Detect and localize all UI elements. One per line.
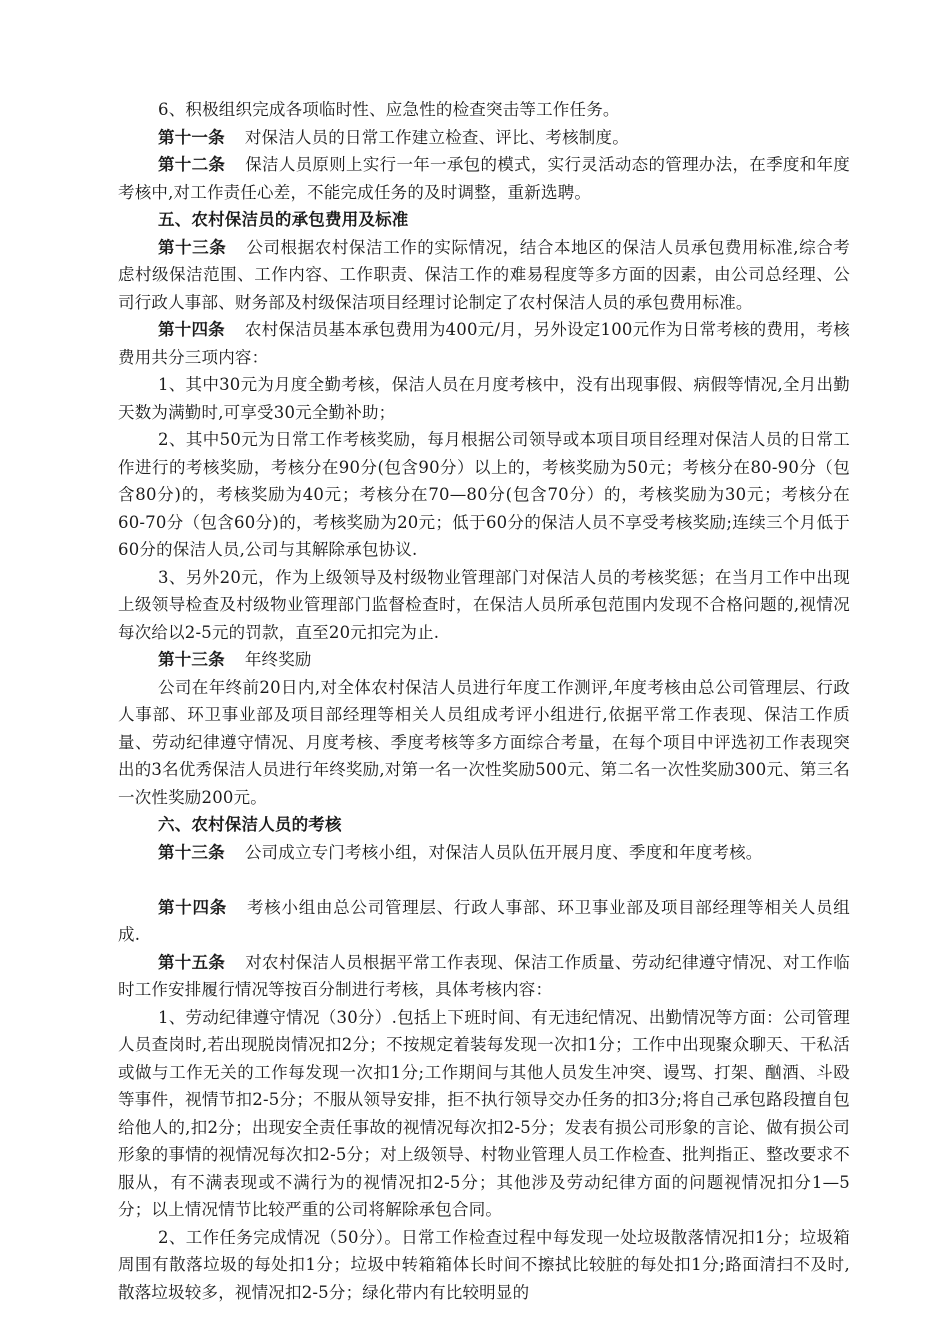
paragraph xyxy=(118,646,850,674)
article-label: 第十五条 xyxy=(158,952,226,972)
paragraph xyxy=(118,316,850,371)
paragraph-spacer xyxy=(118,866,850,894)
paragraph-text: 1、劳动纪律遵守情况（30分）.包括上下班时间、有无违纪情况、出勤情况等方面：公司管理人员查岗时,若出现脱岗情况扣2分；不按规定着装每发现一次扣1分；工作中出现聚众聊天、干私活或做与工作无关的工作每发现一次扣1分;工作期间与其他人员发生冲突、谩骂、打架、酗酒、斗殴等事件，视情节扣2-5分；不服从领导安排，拒不执行领导交办任务的扣3分;将自己承包路段擅自包给他人的,扣2分；出现安全责任事故的视情况每次扣2-5分；发表有损公司形象的言论、做有损公司形象的事情的视情况每次扣2-5分；对上级领导、村物业管理人员工作检查、批判指正、整改要求不服从，有不满表现或不满行为的视情况扣2-5分；其他涉及劳动纪律方面的问题视情况扣分1—5分；以上情况情节比较严重的公司将解除承包合同。 xyxy=(118,1007,850,1219)
paragraph xyxy=(118,151,850,206)
paragraph xyxy=(118,839,850,867)
paragraph xyxy=(118,1224,850,1307)
article-label: 第十一条 xyxy=(158,127,225,147)
section-heading xyxy=(118,811,850,839)
paragraph xyxy=(118,674,850,812)
paragraph xyxy=(118,96,850,124)
paragraph xyxy=(118,1004,850,1224)
paragraph xyxy=(118,894,850,949)
paragraph-text: 公司根据农村保洁工作的实际情况，结合本地区的保洁人员承包费用标准,综合考虑村级保洁范围、工作内容、工作职责、保洁工作的难易程度等多方面的因素，由公司总经理、公司行政人事部、财务部及村级保洁项目经理讨论制定了农村保洁人员的承包费用标准。 xyxy=(118,237,850,312)
paragraph-text: 公司在年终前20日内,对全体农村保洁人员进行年度工作测评,年度考核由总公司管理层、行政人事部、环卫事业部及项目部经理等相关人员组成考评小组进行,依据平常工作表现、保洁工作质量、劳动纪律遵守情况、月度考核、季度考核等多方面综合考量，在每个项目中评选初工作表现突出的3名优秀保洁人员进行年终奖励,对第一名一次性奖励500元、第二名一次性奖励300元、第三名一次性奖励200元。 xyxy=(118,677,850,807)
paragraph xyxy=(118,124,850,152)
paragraph-text: 农村保洁员基本承包费用为400元/月，另外设定100元作为日常考核的费用，考核费用共分三项内容： xyxy=(118,320,850,367)
document-body xyxy=(118,96,850,1306)
paragraph xyxy=(118,426,850,564)
paragraph-text: 对保洁人员的日常工作建立检查、评比、考核制度。 xyxy=(244,127,629,147)
paragraph-text: 2、工作任务完成情况（50分）。日常工作检查过程中每发现一处垃圾散落情况扣1分；垃圾箱周围有散落垃圾的每处扣1分；垃圾中转箱箱体长时间不擦拭比较脏的每处扣1分;路面清扫不及时,散落垃圾较多，视情况扣2-5分；绿化带内有比较明显的 xyxy=(118,1227,850,1302)
paragraph-text: 6、积极组织完成各项临时性、应急性的检查突击等工作任务。 xyxy=(158,100,620,119)
paragraph-text: 考核小组由总公司管理层、行政人事部、环卫事业部及项目部经理等相关人员组成. xyxy=(118,897,850,944)
paragraph xyxy=(118,371,850,426)
paragraph xyxy=(118,949,850,1004)
paragraph-text: 公司成立专门考核小组，对保洁人员队伍开展月度、季度和年度考核。 xyxy=(244,842,763,862)
paragraph-text: 年终奖励 xyxy=(244,650,312,669)
paragraph-text: 3、另外20元，作为上级领导及村级物业管理部门对保洁人员的考核奖惩；在当月工作中出现上级领导检查及村级物业管理部门监督检查时，在保洁人员所承包范围内发现不合格问题的,视情况每次给以2-5元的罚款，直至20元扣完为止. xyxy=(118,567,850,642)
section-heading xyxy=(118,206,850,234)
paragraph-text: 六、农村保洁人员的考核 xyxy=(158,815,342,834)
article-label: 第十二条 xyxy=(158,155,226,174)
article-label: 第十三条 xyxy=(158,237,227,257)
article-label: 第十四条 xyxy=(158,897,227,917)
article-label: 第十三条 xyxy=(158,842,225,862)
article-label: 第十四条 xyxy=(158,320,225,339)
paragraph-text: 1、其中30元为月度全勤考核，保洁人员在月度考核中，没有出现事假、病假等情况,全月出勤天数为满勤时,可享受30元全勤补助； xyxy=(118,375,850,422)
paragraph-text: 保洁人员原则上实行一年一承包的模式，实行灵活动态的管理办法，在季度和年度考核中,对工作责任心差，不能完成任务的及时调整，重新选聘。 xyxy=(118,155,850,202)
paragraph-text: 2、其中50元为日常工作考核奖励，每月根据公司领导或本项目项目经理对保洁人员的日常工作进行的考核奖励，考核分在90分(包含90分）以上的，考核奖励为50元；考核分在80-90分（包含80分)的，考核奖励为40元；考核分在70—80分(包含70分）的，考核奖励为30元；考核分在60-70分（包含60分)的，考核奖励为20元；低于60分的保洁人员不享受考核奖励;连续三个月低于60分的保洁人员,公司与其解除承包协议. xyxy=(118,430,850,559)
paragraph xyxy=(118,234,850,317)
paragraph-text: 五、农村保洁员的承包费用及标准 xyxy=(158,210,409,229)
article-label: 第十三条 xyxy=(158,650,225,669)
paragraph xyxy=(118,564,850,647)
paragraph-text: 对农村保洁人员根据平常工作表现、保洁工作质量、劳动纪律遵守情况、对工作临时工作安排履行情况等按百分制进行考核，具体考核内容： xyxy=(118,952,850,999)
